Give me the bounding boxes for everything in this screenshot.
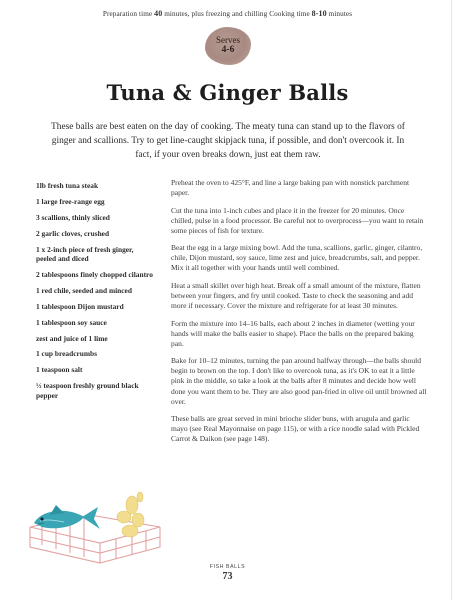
recipe-intro: These balls are best eaten on the day of cooking. The meaty tuna can stand up to the flavors of ginger and scallions. Try to get line-caught skipjack tuna, if possible, and don't overcook it. In fact, if your oven breaks down, just eat them raw. [51,122,405,160]
ingredient-item: ½ teaspoon freshly ground black pepper [36,381,139,400]
method-step: Bake for 10–12 minutes, turning the pan around halfway through—the balls should begin to brown on the top. I don't like to overcook tuna, as it's OK to eat it a little pink in the middle, so take a look at the balls after 8 minutes and decide how well done you want them to be. They are also good pan-fried in olive oil until browned all over. [171,356,427,406]
ingredient-item: 1 tablespoon Dijon mustard [36,301,124,311]
ingredient-item: 2 garlic cloves, crushed [36,228,110,238]
method-step: These balls are great served in mini brioche slider buns, with arugula and garlic mayo (see Real Mayonnaise on page 115), or with a rice noodle salad with Pickled Carrot & Daikon (see page 148). [171,414,420,444]
ingredient-item: 1 tablespoon soy sauce [36,317,107,327]
cook-label: Cooking time [269,10,310,18]
ingredient-item: 1 x 2-inch piece of fresh ginger, peeled and diced [36,244,134,264]
method-step: Preheat the oven to 425°F, and line a large baking pan with nonstick parchment paper. [171,178,410,198]
method-step: Form the mixture into 14–16 balls, each about 2 inches in diameter (wetting your hands will make the balls easier to shape). Place the balls on the prepared baking pan. [171,318,415,348]
ingredient-item: 1lb fresh tuna steak [36,181,99,190]
fish-icon [34,505,100,529]
section-label: FISH BALLS [209,564,246,570]
method-step: Beat the egg in a large mixing bowl. Add the tuna, scallions, garlic, ginger, cilantro, chile, Dijon mustard, soy sauce, lime zest and juice, breadcrumbs, salt, and pepper. Mix it all together with your hands until well combined. [171,243,423,273]
page-number: 73 [222,571,233,582]
ingredient-item: 1 large free-range egg [36,196,105,206]
method-steps [171,178,427,452]
fish-illustration [20,465,170,565]
page-edge-divider [451,0,452,600]
method-step: Cut the tuna into 1-inch cubes and place it in the freezer for 20 minutes. Once chilled, pulse in a food processor. Be careful not to overprocess—you want to retain some pieces of fish for texture. [171,205,424,235]
prep-label: Preparation time [102,10,153,18]
ingredient-item: 1 cup breadcrumbs [36,349,98,359]
timing-line [0,9,455,18]
ingredient-item: 1 teaspoon salt [36,365,83,375]
ingredient-item: 2 tablespoons finely chopped cilantro [36,269,153,279]
ingredient-item: zest and juice of 1 lime [36,333,108,343]
prep-value: 40 [154,9,163,18]
cook-value: 8-10 [311,9,327,18]
recipe-title: Tuna & Ginger Balls [106,80,349,105]
ingredient-list [36,181,154,407]
ingredient-item: 1 red chile, seeded and minced [36,285,132,295]
ginger-illustration [117,492,144,537]
ingredient-item: 3 scallions, thinly sliced [36,212,110,222]
serves-label: Serves [216,35,240,45]
serves-value: 4-6 [221,45,235,55]
prep-suffix: minutes, plus freezing and chilling [164,10,268,18]
method-step: Heat a small skillet over high heat. Break off a small amount of the mixture, flatten between your fingers, and fry until cooked. Taste to check the seasoning and add more if necessary. Cover the mixture and refrigerate for at least 30 minutes. [171,280,421,311]
serves-badge [205,27,251,65]
cook-suffix: minutes [328,10,353,18]
